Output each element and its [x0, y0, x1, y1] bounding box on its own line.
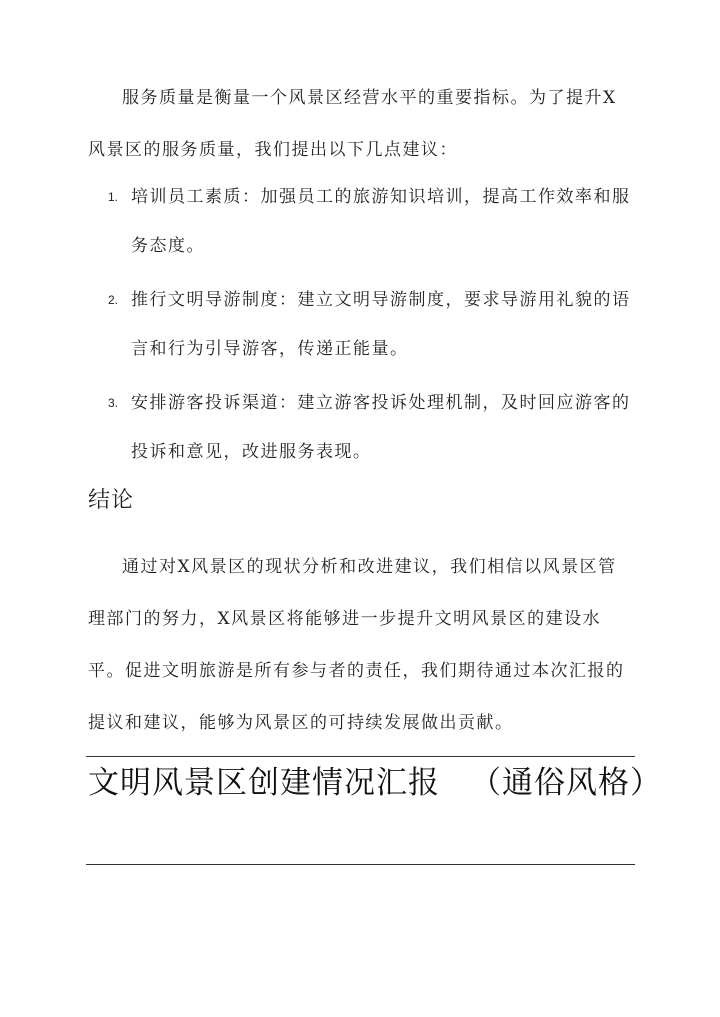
intro-paragraph: 服务质量是衡量一个风景区经营水平的重要指标。为了提升X风景区的服务质量，我们提出以下几点建议：: [88, 88, 617, 160]
document-title-main: 文明风景区创建情况汇报: [88, 765, 440, 801]
title-divider-bottom: [86, 864, 635, 865]
suggestion-list: [88, 173, 633, 482]
list-item-text: 培训员工素质：加强员工的旅游知识培训，提高工作效率和服务态度。: [131, 187, 631, 256]
list-item-text: 安排游客投诉渠道：建立游客投诉处理机制，及时回应游客的投诉和意见，改进服务表现。: [131, 393, 631, 462]
list-item-number: 3.: [108, 396, 119, 410]
document-title: [88, 760, 662, 806]
list-item: [88, 379, 633, 477]
list-item: [88, 173, 633, 271]
list-item-text: 推行文明导游制度：建立文明导游制度，要求导游用礼貌的语言和行为引导游客，传递正能量。: [131, 290, 631, 359]
list-item-number: 2.: [108, 293, 119, 307]
conclusion-paragraph: 通过对X风景区的现状分析和改进建议，我们相信以风景区管理部门的努力，X风景区将能够进一步提升文明风景区的建设水平。促进文明旅游是所有参与者的责任，我们期待通过本次汇报的提议和建议，能够为风景区的可持续发展做出贡献。: [88, 557, 625, 733]
list-item-number: 1.: [108, 190, 119, 204]
title-divider-top: [86, 756, 635, 757]
document-title-subtitle: （通俗风格）: [470, 765, 662, 801]
list-item: [88, 276, 633, 374]
conclusion-heading: 结论: [88, 488, 135, 513]
